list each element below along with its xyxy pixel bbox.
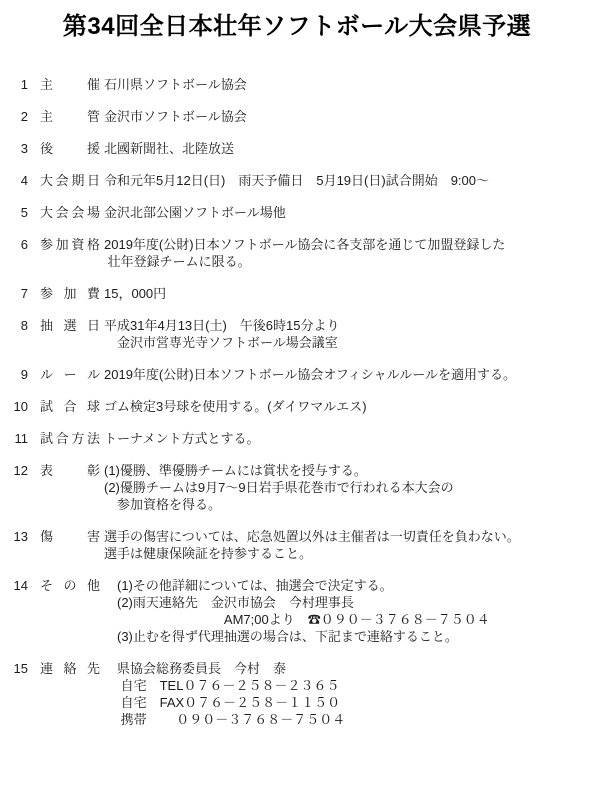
item-number: 11 [14,431,28,446]
item-number: 3 [20,141,28,156]
content-line: (3)止むを得ず代理抽選の場合は、下記まで連絡すること。 [104,629,458,644]
item-label: 後援 [40,141,100,156]
item-number: 12 [13,463,28,478]
content-line: (2)優勝チームは9月7～9日岩手県花巻市で行われる本大会の [104,480,454,495]
item-content [104,317,586,351]
item-row [8,172,586,189]
content-line: (1)その他詳細については、抽選会で決定する。 [104,578,393,593]
item-content [104,398,586,415]
item-number: 10 [13,399,28,414]
content-line: 携帯 ０９０－３７６８－７５０４ [104,712,346,727]
document-title: 第34回全日本壮年ソフトボール大会県予選 [62,13,532,40]
item-label: 大会会場 [40,205,100,220]
item-content [104,660,586,728]
item-label: 大会期日 [40,173,100,188]
item-label: 試合方法 [40,431,100,446]
item-number: 6 [20,237,28,252]
item-row [8,236,586,270]
item-content [104,108,586,125]
content-line: 石川県ソフトボール協会 [104,77,247,92]
content-line: (2)雨天連絡先 金沢市協会 今村理事長 [104,595,354,610]
items-list [8,76,586,728]
content-line: 県協会総務委員長 今村 泰 [104,661,287,676]
item-number: 9 [20,367,28,382]
item-label: 傷害 [40,529,100,544]
content-line: 2019年度(公財)日本ソフトボール協会オフィシャルルールを適用する。 [104,367,517,382]
item-number: 7 [20,286,28,301]
item-number: 4 [20,173,28,188]
item-content [104,430,586,447]
content-line: ゴム検定3号球を使用する。(ダイワマルエス) [104,399,367,414]
content-line: 北國新聞社、北陸放送 [104,141,235,156]
item-row [8,76,586,93]
item-row [8,108,586,125]
item-label: 連絡先 [40,661,100,676]
content-line: トーナメント方式とする。 [104,431,260,446]
item-row [8,366,586,383]
content-line: 金沢北部公園ソフトボール場他 [104,205,286,220]
item-content [104,236,586,270]
content-line: 参加資格を得る。 [104,497,222,512]
item-label: 表彰 [40,463,100,478]
content-line: 平成31年4月13日(土) 午後6時15分より [104,318,340,333]
item-content [104,366,586,383]
content-line: 選手は健康保険証を持参すること。 [104,546,313,561]
content-line: 金沢市営専光寺ソフトボール場会議室 [104,335,338,350]
content-line: 自宅 TEL０７６－２５８－２３６５ [104,678,340,693]
item-number: 1 [20,77,28,92]
item-row [8,462,586,513]
content-line: (1)優勝、準優勝チームには賞状を授与する。 [104,463,367,478]
item-number: 15 [13,661,28,676]
item-content [104,172,586,189]
item-row [8,317,586,351]
content-line: 壮年登録チームに限る。 [104,254,251,269]
item-number: 5 [20,205,28,220]
item-content [104,140,586,157]
item-content [104,462,586,513]
item-content [104,577,586,645]
item-number: 14 [13,578,28,593]
item-label: 参加資格 [40,237,100,252]
content-line: 金沢市ソフトボール協会 [104,109,247,124]
content-line: 15，000円 [104,286,167,301]
item-label: 主催 [40,77,100,92]
item-label: 参加費 [40,286,100,301]
item-row [8,140,586,157]
item-row [8,577,586,645]
item-row [8,285,586,302]
item-content [104,528,586,562]
item-label: その他 [40,578,100,593]
item-number: 13 [13,529,28,544]
item-label: 主管 [40,109,100,124]
item-number: 2 [20,109,28,124]
content-line: 2019年度(公財)日本ソフトボール協会に各支部を通じて加盟登録した [104,237,506,252]
content-line: 自宅 FAX０７６－２５８－１１５０ [104,695,341,710]
item-content [104,76,586,93]
content-line: 令和元年5月12日(日) 雨天予備日 5月19日(日)試合開始 9:00～ [104,173,489,188]
item-content [104,204,586,221]
item-row [8,398,586,415]
item-row [8,430,586,447]
item-number: 8 [20,318,28,333]
content-line: 選手の傷害については、応急処置以外は主催者は一切責任を負わない。 [104,529,520,544]
item-label: 試合球 [40,399,100,414]
item-label: 抽選日 [40,318,100,333]
content-line: AM7;00より ☎０９０－３７６８－７５０４ [104,612,490,627]
item-row [8,660,586,728]
item-label: ルール [40,367,100,382]
item-row [8,528,586,562]
item-content [104,285,586,302]
item-row [8,204,586,221]
